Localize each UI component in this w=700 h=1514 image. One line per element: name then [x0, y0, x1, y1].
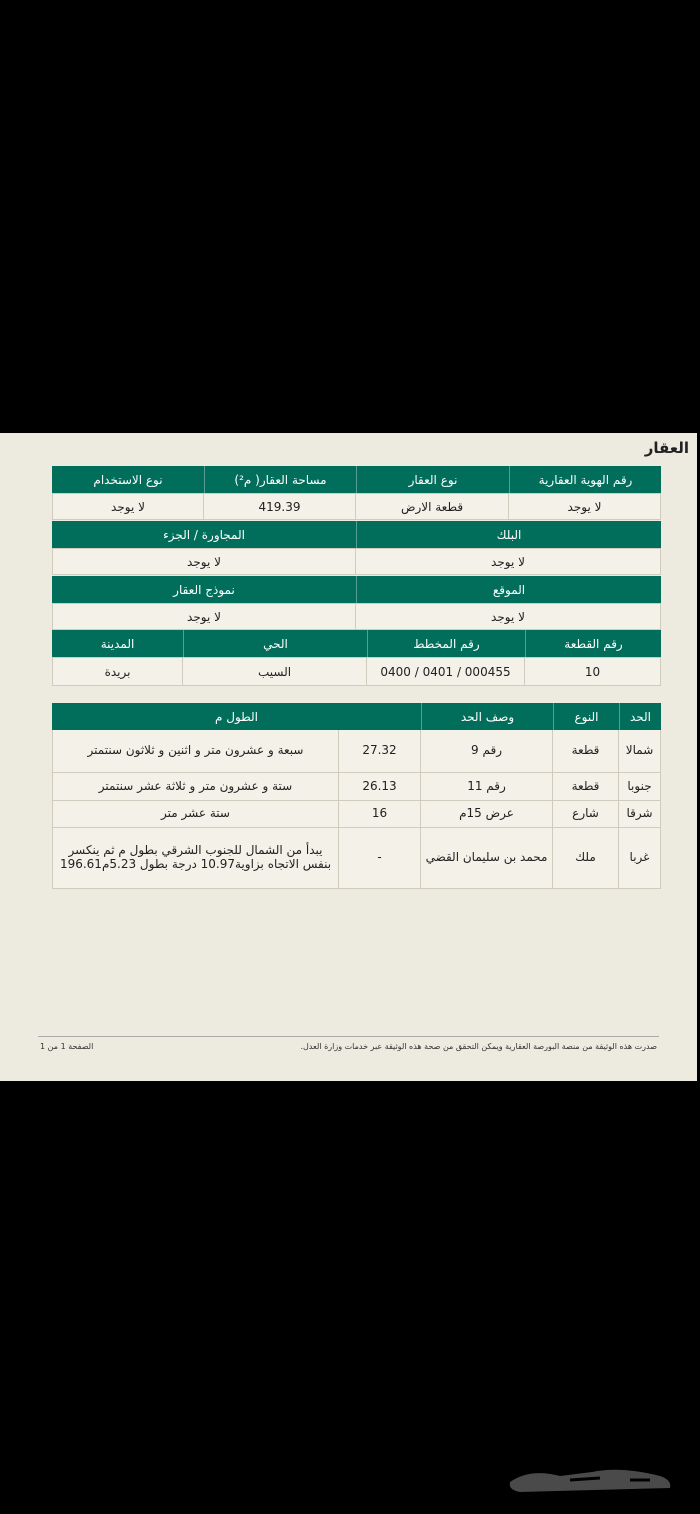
location-table-header: [52, 576, 661, 603]
value-block: لا يوجد: [355, 549, 660, 574]
value-district: السيب: [182, 658, 366, 685]
header-location: الموقع: [356, 576, 661, 603]
value-usage-type: لا يوجد: [111, 499, 145, 514]
document-page: [0, 433, 697, 1081]
header-property-area: مساحة العقار( م²): [204, 466, 356, 493]
header-property-model: نموذج العقار: [173, 582, 235, 597]
header-length: الطول م: [215, 709, 258, 724]
value-location: لا يوجد: [355, 604, 660, 629]
value-property-model: لا يوجد: [187, 609, 221, 624]
header-plan-number: رقم المخطط: [367, 630, 525, 657]
boundary-west-side: غربا: [618, 828, 660, 888]
value-property-area: 419.39: [203, 494, 355, 519]
haraj-logo: [500, 1462, 680, 1502]
header-property-id: رقم الهوية العقارية: [509, 466, 661, 493]
value-city: بريدة: [104, 664, 131, 679]
boundary-north-side: شمالا: [618, 730, 660, 773]
plot-table-row: [52, 657, 661, 686]
boundary-east-length: 16: [338, 801, 420, 828]
plot-table-header: [52, 630, 661, 657]
footer-disclaimer: صدرت هذه الوثيقة من منصة البورصة العقارية ويمكن التحقق من صحة هذه الوثيقة عبر خدمات وزارة العدل.: [300, 1042, 657, 1051]
header-boundary: الحد: [619, 703, 661, 730]
value-plan-number: 0400 / 0401 / 000455: [366, 658, 524, 685]
boundary-south-type: قطعة: [552, 773, 618, 801]
boundary-south-description: رقم 11: [420, 773, 552, 801]
header-type: النوع: [553, 703, 619, 730]
property-table-header: [52, 466, 661, 493]
boundary-north-type: قطعة: [552, 730, 618, 773]
property-table-row: [52, 493, 661, 520]
header-usage-type: نوع الاستخدام: [93, 472, 163, 487]
boundary-south-length: 26.13: [338, 773, 420, 801]
boundaries-table-body: [52, 730, 661, 889]
boundary-north-length: 27.32: [338, 730, 420, 773]
section-title: العقار: [644, 439, 689, 457]
header-property-type: نوع العقار: [356, 466, 509, 493]
header-block: البلك: [356, 521, 661, 548]
header-plot-number: رقم القطعة: [525, 630, 661, 657]
boundaries-table-header: [52, 703, 661, 730]
header-boundary-description: وصف الحد: [421, 703, 553, 730]
value-plot-number: 10: [524, 658, 660, 685]
page-number: الصفحة 1 من 1: [40, 1042, 94, 1051]
header-neighborhood-part: المجاورة / الجزء: [163, 527, 245, 542]
block-table-header: [52, 521, 661, 548]
boundary-east-type: شارع: [552, 801, 618, 828]
boundary-west-length-text: يبدأ من الشمال للجنوب الشرقي بطول م ثم ينكسر بنفس الاتجاه بزاوية10.97 درجة بطول 5.23م196.61: [59, 843, 332, 871]
boundary-west-description: محمد بن سليمان القضي: [420, 828, 552, 888]
value-neighborhood-part: لا يوجد: [187, 554, 221, 569]
boundary-south-side: جنوبا: [618, 773, 660, 801]
footer-divider: [38, 1036, 659, 1037]
boundary-south-length-text: ستة و عشرون متر و ثلاثة عشر سنتمتر: [53, 773, 338, 801]
block-table-row: [52, 548, 661, 575]
value-property-id: لا يوجد: [508, 494, 660, 519]
boundary-north-description: رقم 9: [420, 730, 552, 773]
header-district: الحي: [183, 630, 367, 657]
boundary-west-type: ملك: [552, 828, 618, 888]
location-table-row: [52, 603, 661, 630]
value-property-type: قطعة الارض: [355, 494, 508, 519]
boundary-east-length-text: ستة عشر متر: [53, 801, 338, 828]
boundary-east-side: شرقا: [618, 801, 660, 828]
boundary-east-description: عرض 15م: [420, 801, 552, 828]
boundary-west-length: -: [338, 828, 420, 888]
boundary-north-length-text: سبعة و عشرون متر و اثنين و ثلاثون سنتمتر: [53, 730, 338, 773]
header-city: المدينة: [100, 636, 135, 651]
